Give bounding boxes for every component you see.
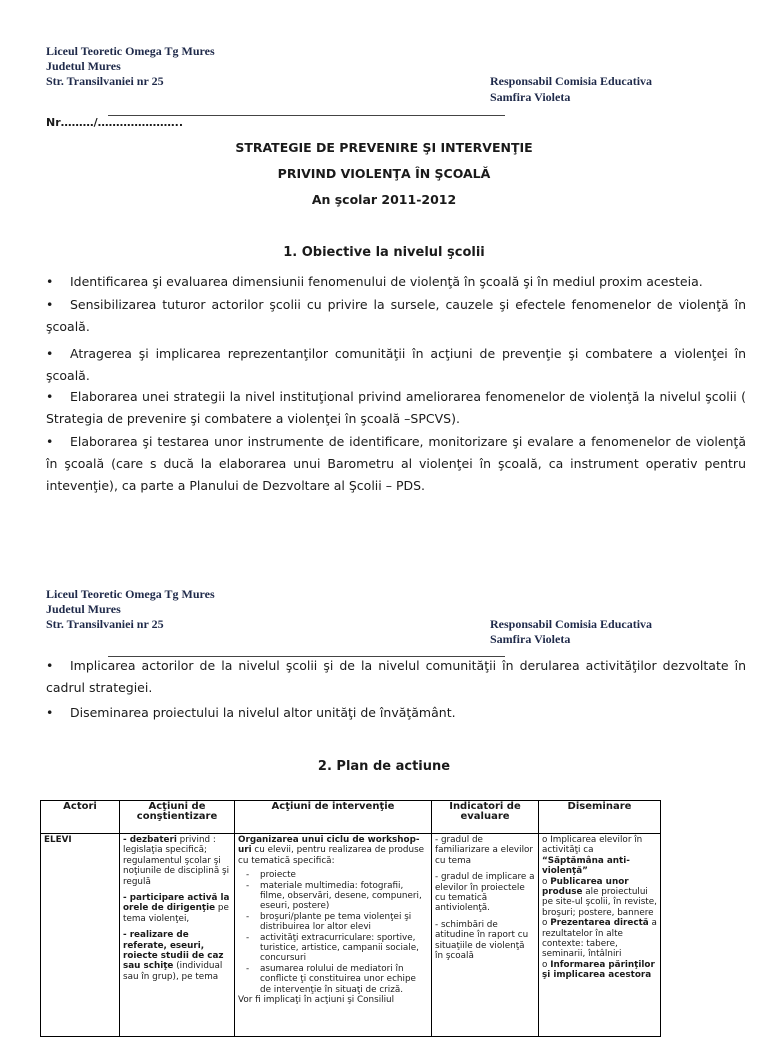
objective-item: • Elaborarea unei strategii la nivel instituţional privind ameliorarea fenomenelor de violenţă la nivelul şcolii ( Strategia de prevenire şi combatere a violenţei în şcoală –SPCVS). (46, 389, 746, 426)
section-2-heading: 2. Plan de actiune (317, 759, 451, 774)
objective-item: • Atragerea şi implicarea reprezentanţilor comunităţii în acţiuni de prevenţie şi combatere a violenţei în şcoală. (46, 346, 746, 383)
objective-item: • Diseminarea proiectului la nivelul altor unităţi de învăţământ. (46, 705, 456, 720)
header-school: Liceul Teoretic Omega Tg Mures (46, 587, 215, 601)
column-header: Indicatori de evaluare (432, 801, 539, 834)
action-plan-table (40, 800, 661, 1037)
header-responsible-title: Responsabil Comisia Educativa (490, 617, 653, 631)
column-header: Diseminare (539, 801, 661, 834)
list-item: o Publicarea unor produse ale proiectului pe site-ul şcolii, în reviste, broşuri; postere, bannere (542, 877, 657, 919)
column-header: Actori (41, 801, 120, 834)
list-item: - activităţi extracurriculare: sportive, turistice, artistice, campanii sociale, concursuri (260, 933, 428, 964)
objective-item: • Implicarea actorilor de la nivelul şcolii şi de la nivelul comunităţii în derularea activităţilor dezvoltate în cadrul strategiei. (46, 658, 746, 695)
list-item: - materiale multimedia: fotografii, filme, observări, desene, compuneri, eseuri, postere) (260, 881, 428, 912)
section-1-heading: 1. Obiective la nivelul şcolii (283, 245, 485, 260)
document-subtitle: PRIVIND VIOLENŢA ÎN ŞCOALĂ (277, 166, 491, 181)
objective-item: • Identificarea şi evaluarea dimensiunii fenomenului de violenţă în şcoală şi în mediul proxim acesteia. (46, 274, 703, 289)
list-item: o Prezentarea directă a rezultatelor în alte contexte: tabere, seminarii, întâlniri (542, 918, 657, 960)
list-item: o Implicarea elevilor în activităţi ca “Săptămâna anti-violenţă” (542, 835, 657, 877)
header-responsible-title: Responsabil Comisia Educativa (490, 74, 653, 88)
table-row (41, 834, 661, 1037)
header-street: Str. Transilvaniei nr 25 (46, 74, 164, 88)
indicators-cell: - gradul de familiarizare a elevilor cu tema - gradul de implicare a elevilor în proiectele cu tematică antiviolenţă. - schimbări de atitudine în raport cu situaţiile de violenţă în şcoală (432, 834, 539, 1037)
list-item: - proiecte (260, 870, 428, 880)
school-year: An şcolar 2011-2012 (311, 192, 457, 207)
document-title: STRATEGIE DE PREVENIRE ŞI INTERVENŢIE (235, 140, 533, 155)
header-school: Liceul Teoretic Omega Tg Mures (46, 44, 215, 58)
objective-item: • Sensibilizarea tuturor actorilor şcolii cu privire la sursele, cauzele şi efectele fenomenelor de violenţă în şcoală. (46, 297, 746, 334)
objective-item: • Elaborarea şi testarea unor instrumente de identificare, monitorizare şi evalare a fenomenelor de violenţă în şcoală (care s ducă la elaborarea unui Barometru al violenţei în şcoală, ca instrument operativ pentru intevenţie), ca parte a Planului de Dezvoltare al Şcolii – PDS. (46, 434, 746, 493)
list-item: - asumarea rolului de mediatori în conflicte ţi constituirea unor echipe de intervenţie în situaţi de criză. (260, 964, 428, 995)
actor-cell: ELEVI (41, 834, 120, 1037)
column-header: Acţiuni de conştientizare (120, 801, 235, 834)
list-item: - broşuri/plante pe tema violenţei şi distribuirea lor altor elevi (260, 912, 428, 933)
table-header-row (41, 801, 661, 834)
column-header: Acţiuni de intervenţie (235, 801, 432, 834)
header-responsible-name: Samfira Violeta (490, 632, 571, 646)
registration-number: Nr………/………………….. (46, 116, 184, 129)
awareness-cell: - dezbateri privind : legislaţia specifică; regulamentul şcolar şi noţiunile de disciplină şi regulă - participare activă la orele de dirigenţie pe tema violenţei, - realizare de referate, eseuri, roiecte studii de caz sau schiţe (individual sau în grup), pe tema (120, 834, 235, 1037)
header-county: Judetul Mures (46, 59, 121, 73)
intervention-cell: Organizarea unui ciclu de workshop-uri cu elevii, pentru realizarea de produse cu tematică specifică: - proiecte - materiale multimedia: fotografii, filme, observări, desene, compuneri, eseuri, postere) - broşuri/plante pe tema violenţei şi distribuirea lor altor elevi - activităţi extracurriculare: sportive, turistice, artistice, campanii sociale, concursuri - asumarea rolului de mediatori în conflicte ţi constituirea unor echipe de intervenţie în situaţi de criză. Vor fi implicaţi în acţiuni şi Consiliul (235, 834, 432, 1037)
header-street: Str. Transilvaniei nr 25 (46, 617, 164, 631)
header-county: Judetul Mures (46, 602, 121, 616)
header-responsible-name: Samfira Violeta (490, 90, 571, 104)
dissemination-cell (539, 834, 661, 1037)
list-item: o Informarea părinţilor şi implicarea acestora (542, 960, 657, 981)
